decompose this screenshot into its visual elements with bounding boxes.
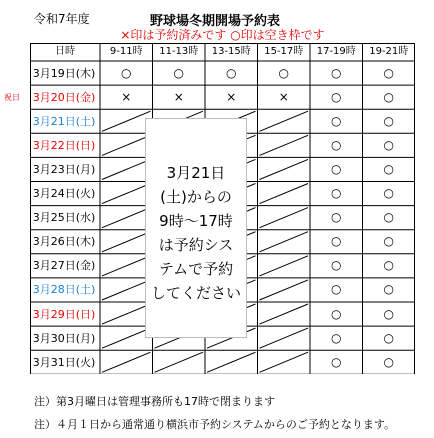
unavailable-slash xyxy=(102,208,151,228)
booked-mark: × xyxy=(226,89,237,104)
row-date: 3月28日(土) xyxy=(32,283,96,297)
available-mark: ○ xyxy=(331,137,342,152)
unavailable-slash xyxy=(260,232,309,252)
notice-line: してください xyxy=(150,284,241,302)
notice-box xyxy=(145,118,247,338)
available-mark: ○ xyxy=(331,282,342,297)
legend-booked: ×印は予約済みです xyxy=(120,28,227,42)
legend-available: ○印は空き枠です xyxy=(230,28,325,42)
notice-line: 3月21日 xyxy=(166,164,226,182)
available-mark: ○ xyxy=(331,210,342,225)
unavailable-slash xyxy=(260,208,309,228)
unavailable-slash xyxy=(260,184,309,204)
available-mark: ○ xyxy=(383,161,394,176)
available-mark: ○ xyxy=(383,330,394,345)
legend xyxy=(30,28,415,43)
row-date: 3月27日(金) xyxy=(32,259,96,273)
unavailable-slash xyxy=(260,328,309,348)
unavailable-slash xyxy=(102,135,151,155)
unavailable-slash xyxy=(102,304,151,324)
notice-line: 9時～17時 xyxy=(159,212,233,230)
row-date: 3月19日(木) xyxy=(32,66,96,80)
available-mark: ○ xyxy=(226,65,237,80)
row-date: 3月22日(日) xyxy=(32,138,96,152)
header-slot: 9-11時 xyxy=(109,46,143,57)
available-mark: ○ xyxy=(121,65,132,80)
booked-mark: × xyxy=(278,89,289,104)
available-mark: ○ xyxy=(331,89,342,104)
unavailable-slash xyxy=(207,352,256,372)
header-slot: 11-13時 xyxy=(159,46,199,57)
unavailable-slash xyxy=(102,159,151,179)
available-mark: ○ xyxy=(331,354,342,369)
holiday-tag: 祝日 xyxy=(4,92,20,102)
unavailable-slash xyxy=(260,352,309,372)
available-mark: ○ xyxy=(383,65,394,80)
notice-line: (土)からの xyxy=(160,188,232,206)
row-date: 3月25日(水) xyxy=(32,211,96,225)
unavailable-slash xyxy=(260,304,309,324)
row-date: 3月26日(木) xyxy=(32,235,96,249)
row-date: 3月29日(日) xyxy=(32,307,96,321)
unavailable-slash xyxy=(102,328,151,348)
notice-line: テムで予約 xyxy=(158,260,234,278)
unavailable-slash xyxy=(102,280,151,300)
unavailable-slash xyxy=(260,135,309,155)
unavailable-slash xyxy=(260,256,309,276)
available-mark: ○ xyxy=(383,258,394,273)
available-mark: ○ xyxy=(383,137,394,152)
row-date: 3月21日(土) xyxy=(32,114,96,128)
row-date: 3月30日(月) xyxy=(32,331,96,345)
available-mark: ○ xyxy=(383,306,394,321)
available-mark: ○ xyxy=(383,113,394,128)
header-slot: 17-19時 xyxy=(316,46,356,57)
available-mark: ○ xyxy=(383,354,394,369)
page-title: 野球場冬期開場予約表 xyxy=(150,14,281,29)
unavailable-slash xyxy=(260,111,309,131)
available-mark: ○ xyxy=(331,113,342,128)
footnote-april: 注）４月１日から通常通り横浜市予約システムからのご予約となります。 xyxy=(34,418,396,431)
row-date: 3月24日(火) xyxy=(32,187,96,200)
available-mark: ○ xyxy=(173,65,184,80)
available-mark: ○ xyxy=(331,258,342,273)
header-slot: 15-17時 xyxy=(264,46,304,57)
available-mark: ○ xyxy=(383,282,394,297)
header-slot: 19-21時 xyxy=(369,46,409,57)
available-mark: ○ xyxy=(331,330,342,345)
unavailable-slash xyxy=(102,111,151,131)
available-mark: ○ xyxy=(331,161,342,176)
available-mark: ○ xyxy=(383,186,394,200)
unavailable-slash xyxy=(102,256,151,276)
unavailable-slash xyxy=(260,159,309,179)
available-mark: ○ xyxy=(278,65,289,80)
available-mark: ○ xyxy=(383,89,394,104)
available-mark: ○ xyxy=(331,306,342,321)
unavailable-slash xyxy=(155,352,204,372)
notice-line: は予約シス xyxy=(158,236,234,254)
header-slot: 13-15時 xyxy=(211,46,251,57)
available-mark: ○ xyxy=(331,186,342,200)
row-date: 3月31日(火) xyxy=(32,355,96,369)
fiscal-year: 令和7年度 xyxy=(34,12,90,26)
row-date: 3月20日(金) xyxy=(32,90,96,104)
header-date: 日時 xyxy=(55,46,75,57)
unavailable-slash xyxy=(260,280,309,300)
available-mark: ○ xyxy=(331,234,342,249)
unavailable-slash xyxy=(102,232,151,252)
available-mark: ○ xyxy=(383,234,394,249)
unavailable-slash xyxy=(102,184,151,204)
row-date: 3月23日(月) xyxy=(32,162,96,176)
booked-mark: × xyxy=(121,89,132,104)
booked-mark: × xyxy=(173,89,184,104)
unavailable-slash xyxy=(102,352,151,372)
footnote-closing: 注）第3月曜日は管理事務所も17時で閉まります xyxy=(34,395,275,408)
available-mark: ○ xyxy=(331,65,342,80)
available-mark: ○ xyxy=(383,210,394,225)
